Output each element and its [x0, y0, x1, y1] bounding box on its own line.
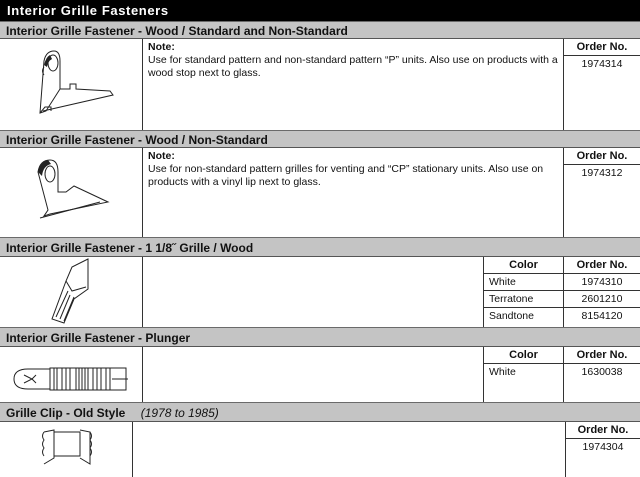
- section-body-grille-clip: [0, 422, 640, 477]
- order-no-cell: 1630038: [581, 366, 623, 378]
- color-header: Color: [484, 257, 563, 274]
- section-body-wood-standard: [0, 39, 640, 130]
- order-cell: [563, 148, 640, 237]
- product-image-cell: [0, 39, 143, 130]
- note-label: Note:: [148, 41, 175, 53]
- section-title: Interior Grille Fastener - Plunger: [6, 331, 191, 345]
- order-no-header: Order No.: [564, 148, 640, 165]
- section-subtitle: (1978 to 1985): [140, 406, 219, 420]
- note-label: Note:: [148, 150, 175, 162]
- page-title: Interior Grille Fasteners: [0, 0, 640, 21]
- color-cell: White: [489, 366, 516, 378]
- color-header: Color: [484, 347, 563, 364]
- order-column: [563, 257, 640, 327]
- section-header-plunger: [0, 327, 640, 347]
- section-header-wood-nonstandard: [0, 130, 640, 148]
- order-no-header: Order No.: [564, 39, 640, 56]
- wood-fastener-nonstandard-drawing: [0, 148, 143, 237]
- section-title: Interior Grille Fastener - Wood / Non-Standard: [6, 133, 268, 147]
- color-cell: Terratone: [484, 291, 563, 308]
- grille-clip-drawing: [0, 422, 133, 477]
- section-title: Grille Clip - Old Style: [6, 406, 126, 420]
- order-column: [563, 347, 640, 402]
- section-title: Interior Grille Fastener - 1 1/8˝ Grille / Wood: [6, 241, 254, 255]
- wood-fastener-standard-drawing: [0, 39, 143, 129]
- order-no-header: Order No.: [566, 422, 640, 439]
- section-body-plunger: [0, 347, 640, 402]
- order-cell: [565, 422, 640, 477]
- note-cell: [143, 148, 563, 237]
- order-cell: [563, 39, 640, 130]
- order-no-header: Order No.: [564, 347, 640, 364]
- order-no-header: Order No.: [564, 257, 640, 274]
- order-no-value: 1974304: [582, 441, 624, 453]
- color-column: [483, 347, 563, 402]
- note-cell: [143, 39, 563, 130]
- note-text: Use for non-standard pattern grilles for venting and “CP” stationary units. Also use on products with a vinyl lip next to glass.: [148, 163, 544, 188]
- color-cell: White: [484, 274, 563, 291]
- order-no-value: 1974314: [581, 58, 623, 70]
- order-no-cell: 1974310: [564, 274, 640, 291]
- product-image-cell: [0, 347, 143, 402]
- plunger-fastener-drawing: [0, 347, 143, 402]
- product-image-cell: [0, 422, 133, 477]
- color-cell: Sandtone: [489, 310, 534, 322]
- section-header-1-1-8-grille: [0, 237, 640, 257]
- section-body-1-1-8-grille: [0, 257, 640, 327]
- product-image-cell: [0, 148, 143, 237]
- section-header-grille-clip: [0, 402, 640, 422]
- section-title: Interior Grille Fastener - Wood / Standard and Non-Standard: [6, 24, 348, 38]
- product-image-cell: [0, 257, 143, 327]
- order-no-value: 1974312: [581, 167, 623, 179]
- order-no-cell: 8154120: [581, 310, 623, 322]
- section-header-wood-standard: [0, 21, 640, 39]
- grille-fastener-1-1-8-drawing: [0, 257, 143, 327]
- note-text: Use for standard pattern and non-standard pattern “P” units. Also use on products with a wood stop next to glass.: [148, 54, 558, 79]
- section-body-wood-nonstandard: [0, 148, 640, 237]
- color-column: [483, 257, 563, 327]
- order-no-cell: 2601210: [564, 291, 640, 308]
